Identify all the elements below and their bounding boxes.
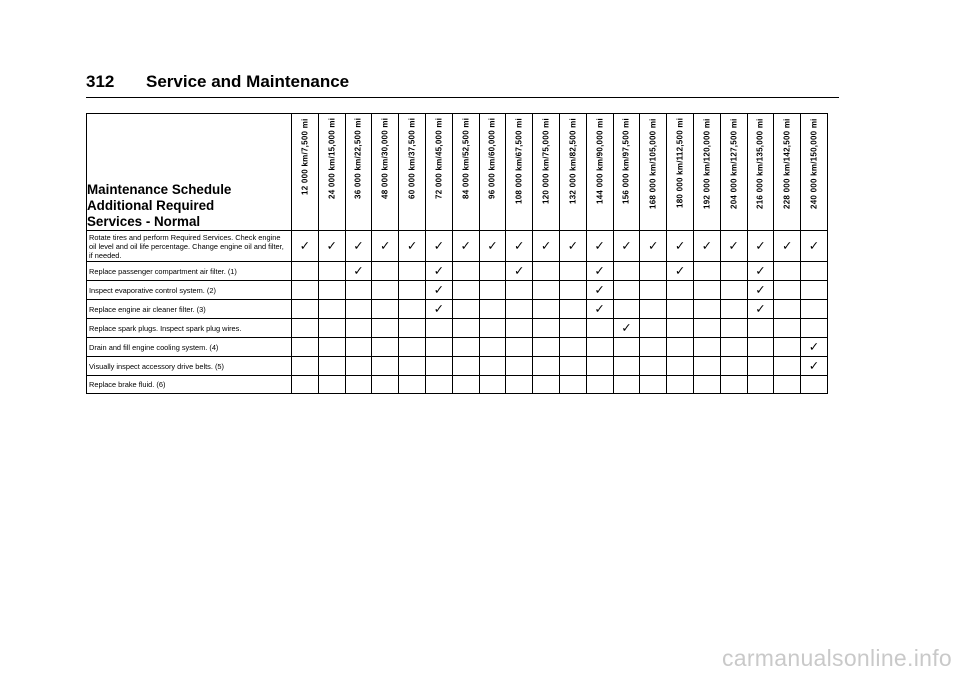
interval-cell xyxy=(720,231,747,262)
checkmark-icon: ✓ xyxy=(567,238,579,253)
interval-column-header xyxy=(774,114,801,231)
schedule-row xyxy=(87,376,828,394)
interval-cell xyxy=(801,338,828,357)
interval-cell xyxy=(506,338,533,357)
schedule-row xyxy=(87,338,828,357)
interval-label: 120 000 km/75,000 mi xyxy=(541,118,551,204)
page-number: 312 xyxy=(86,72,115,91)
interval-label: 12 000 km/7,500 mi xyxy=(300,118,310,195)
interval-cell xyxy=(399,357,426,376)
schedule-row xyxy=(87,231,828,262)
interval-cell xyxy=(640,319,667,338)
interval-cell xyxy=(292,262,319,281)
checkmark-icon: ✓ xyxy=(353,263,364,278)
interval-cell xyxy=(533,357,560,376)
checkmark-icon: ✓ xyxy=(326,238,337,253)
interval-cell xyxy=(318,357,345,376)
interval-cell xyxy=(586,300,613,319)
interval-cell xyxy=(372,262,399,281)
interval-cell xyxy=(559,319,586,338)
interval-cell xyxy=(318,262,345,281)
service-task-label: Replace spark plugs. Inspect spark plug wires. xyxy=(87,319,292,338)
schedule-title-line-3: Services - Normal xyxy=(87,214,201,229)
interval-cell xyxy=(640,281,667,300)
interval-label: 24 000 km/15,000 mi xyxy=(327,118,337,200)
interval-cell xyxy=(667,262,694,281)
service-task-label: Drain and fill engine cooling system. (4) xyxy=(87,338,292,357)
interval-label: 60 000 km/37,500 mi xyxy=(407,118,417,200)
interval-cell xyxy=(425,281,452,300)
interval-cell xyxy=(774,262,801,281)
interval-cell xyxy=(318,231,345,262)
schedule-row xyxy=(87,262,828,281)
interval-cell xyxy=(318,338,345,357)
checkmark-icon: ✓ xyxy=(808,238,820,253)
interval-column-header xyxy=(640,114,667,231)
interval-cell xyxy=(372,281,399,300)
interval-column-header xyxy=(506,114,533,231)
interval-cell xyxy=(801,231,828,262)
schedule-row xyxy=(87,281,828,300)
interval-column-header xyxy=(479,114,506,231)
interval-cell xyxy=(667,319,694,338)
interval-cell xyxy=(801,262,828,281)
checkmark-icon: ✓ xyxy=(353,238,364,253)
interval-cell xyxy=(292,319,319,338)
interval-cell xyxy=(667,281,694,300)
interval-cell xyxy=(533,300,560,319)
interval-cell xyxy=(586,262,613,281)
interval-cell xyxy=(345,376,372,394)
interval-cell xyxy=(559,357,586,376)
interval-cell xyxy=(506,376,533,394)
interval-label: 36 000 km/22,500 mi xyxy=(353,118,363,200)
interval-cell xyxy=(559,300,586,319)
interval-cell xyxy=(292,357,319,376)
interval-cell xyxy=(720,281,747,300)
interval-cell xyxy=(693,231,720,262)
interval-cell xyxy=(425,300,452,319)
interval-label: 48 000 km/30,000 mi xyxy=(380,118,390,200)
schedule-row xyxy=(87,300,828,319)
interval-cell xyxy=(479,262,506,281)
interval-cell xyxy=(292,231,319,262)
interval-cell xyxy=(479,231,506,262)
interval-column-header xyxy=(693,114,720,231)
interval-cell xyxy=(720,300,747,319)
interval-cell xyxy=(613,376,640,394)
checkmark-icon: ✓ xyxy=(621,320,632,335)
interval-cell xyxy=(506,281,533,300)
interval-cell xyxy=(425,262,452,281)
interval-cell xyxy=(801,319,828,338)
table-header-row xyxy=(87,114,828,231)
interval-cell xyxy=(506,357,533,376)
interval-cell xyxy=(801,281,828,300)
service-task-label: Replace engine air cleaner filter. (3) xyxy=(87,300,292,319)
interval-cell xyxy=(774,300,801,319)
checkmark-icon: ✓ xyxy=(621,238,632,253)
interval-cell xyxy=(345,338,372,357)
maintenance-schedule-table xyxy=(86,113,828,394)
checkmark-icon: ✓ xyxy=(433,263,445,278)
interval-cell xyxy=(425,319,452,338)
checkmark-icon: ✓ xyxy=(755,263,766,278)
interval-column-header xyxy=(613,114,640,231)
interval-column-header xyxy=(667,114,694,231)
interval-cell xyxy=(747,338,774,357)
interval-cell xyxy=(345,357,372,376)
interval-column-header xyxy=(801,114,828,231)
interval-cell xyxy=(667,338,694,357)
interval-cell xyxy=(292,281,319,300)
checkmark-icon: ✓ xyxy=(594,282,605,297)
interval-label: 216 000 km/135,000 mi xyxy=(755,118,765,209)
interval-cell xyxy=(506,231,533,262)
interval-cell xyxy=(613,319,640,338)
checkmark-icon: ✓ xyxy=(755,301,766,316)
interval-cell xyxy=(693,262,720,281)
interval-cell xyxy=(667,231,694,262)
interval-cell xyxy=(747,319,774,338)
interval-cell xyxy=(720,262,747,281)
interval-cell xyxy=(479,376,506,394)
interval-cell xyxy=(425,338,452,357)
interval-cell xyxy=(720,357,747,376)
interval-cell xyxy=(479,300,506,319)
interval-cell xyxy=(747,357,774,376)
interval-cell xyxy=(613,300,640,319)
interval-cell xyxy=(693,357,720,376)
interval-cell xyxy=(533,319,560,338)
interval-column-header xyxy=(345,114,372,231)
interval-cell xyxy=(747,376,774,394)
checkmark-icon: ✓ xyxy=(648,238,659,253)
interval-cell xyxy=(506,319,533,338)
interval-cell xyxy=(774,338,801,357)
interval-cell xyxy=(479,338,506,357)
interval-column-header xyxy=(425,114,452,231)
interval-column-header xyxy=(452,114,479,231)
interval-label: 180 000 km/112,500 mi xyxy=(675,118,685,209)
interval-cell xyxy=(399,262,426,281)
interval-label: 108 000 km/67,500 mi xyxy=(514,118,524,204)
checkmark-icon: ✓ xyxy=(299,238,311,253)
interval-column-header xyxy=(586,114,613,231)
interval-cell xyxy=(292,338,319,357)
service-task-label: Visually inspect accessory drive belts. (5) xyxy=(87,357,292,376)
interval-cell xyxy=(533,262,560,281)
interval-cell xyxy=(452,231,479,262)
interval-cell xyxy=(399,231,426,262)
header-rule xyxy=(86,97,839,98)
interval-cell xyxy=(372,300,399,319)
interval-column-header xyxy=(372,114,399,231)
interval-cell xyxy=(425,231,452,262)
watermark: carmanualsonline.info xyxy=(721,645,952,671)
checkmark-icon: ✓ xyxy=(380,238,391,253)
interval-cell xyxy=(345,300,372,319)
interval-cell xyxy=(399,319,426,338)
checkmark-icon: ✓ xyxy=(728,238,739,253)
interval-cell xyxy=(345,231,372,262)
schedule-row xyxy=(87,357,828,376)
interval-cell xyxy=(693,300,720,319)
interval-label: 240 000 km/150,000 mi xyxy=(809,118,819,209)
interval-cell xyxy=(425,357,452,376)
checkmark-icon: ✓ xyxy=(755,238,766,253)
interval-cell xyxy=(425,376,452,394)
interval-cell xyxy=(559,231,586,262)
interval-label: 132 000 km/82,500 mi xyxy=(568,118,578,204)
checkmark-icon: ✓ xyxy=(433,301,445,316)
interval-cell xyxy=(774,376,801,394)
interval-cell xyxy=(613,262,640,281)
schedule-title-line-2: Additional Required xyxy=(87,198,215,213)
interval-cell xyxy=(667,300,694,319)
interval-cell xyxy=(318,281,345,300)
interval-column-header xyxy=(533,114,560,231)
interval-cell xyxy=(667,357,694,376)
checkmark-icon: ✓ xyxy=(594,238,605,253)
interval-cell xyxy=(292,300,319,319)
interval-cell xyxy=(345,262,372,281)
interval-cell xyxy=(774,231,801,262)
interval-column-header xyxy=(559,114,586,231)
interval-cell xyxy=(640,300,667,319)
interval-cell xyxy=(372,319,399,338)
interval-cell xyxy=(533,338,560,357)
interval-cell xyxy=(720,376,747,394)
interval-cell xyxy=(586,338,613,357)
interval-cell xyxy=(345,281,372,300)
interval-cell xyxy=(613,231,640,262)
interval-cell xyxy=(774,319,801,338)
interval-cell xyxy=(640,338,667,357)
interval-cell xyxy=(318,376,345,394)
interval-cell xyxy=(801,376,828,394)
page-title: Service and Maintenance xyxy=(146,72,350,91)
interval-cell xyxy=(559,376,586,394)
interval-cell xyxy=(613,357,640,376)
interval-cell xyxy=(345,319,372,338)
interval-cell xyxy=(693,281,720,300)
interval-cell xyxy=(613,338,640,357)
interval-cell xyxy=(372,357,399,376)
checkmark-icon: ✓ xyxy=(406,238,418,253)
checkmark-icon: ✓ xyxy=(808,358,820,373)
interval-cell xyxy=(747,262,774,281)
interval-cell xyxy=(506,300,533,319)
interval-cell xyxy=(533,376,560,394)
interval-cell xyxy=(747,231,774,262)
checkmark-icon: ✓ xyxy=(701,238,713,253)
interval-cell xyxy=(399,338,426,357)
service-task-label: Rotate tires and perform Required Services. Check engine oil level and oil life percentage. Change engine oil and filter, if needed. xyxy=(87,231,292,262)
interval-cell xyxy=(586,376,613,394)
checkmark-icon: ✓ xyxy=(487,238,498,253)
interval-label: 204 000 km/127,500 mi xyxy=(729,118,739,209)
interval-cell xyxy=(586,357,613,376)
service-task-label: Replace passenger compartment air filter. (1) xyxy=(87,262,292,281)
interval-cell xyxy=(479,319,506,338)
interval-cell xyxy=(801,300,828,319)
checkmark-icon: ✓ xyxy=(674,238,686,253)
page-header xyxy=(86,72,349,94)
interval-cell xyxy=(667,376,694,394)
interval-label: 156 000 km/97,500 mi xyxy=(621,118,631,204)
checkmark-icon: ✓ xyxy=(808,339,820,354)
interval-column-header xyxy=(747,114,774,231)
interval-cell xyxy=(586,319,613,338)
interval-cell xyxy=(318,300,345,319)
checkmark-icon: ✓ xyxy=(460,238,471,253)
interval-cell xyxy=(452,300,479,319)
interval-cell xyxy=(533,281,560,300)
interval-cell xyxy=(533,231,560,262)
interval-cell xyxy=(399,376,426,394)
interval-cell xyxy=(452,319,479,338)
interval-cell xyxy=(292,376,319,394)
interval-cell xyxy=(452,338,479,357)
interval-cell xyxy=(693,376,720,394)
interval-cell xyxy=(452,376,479,394)
interval-label: 72 000 km/45,000 mi xyxy=(434,118,444,200)
interval-label: 96 000 km/60,000 mi xyxy=(487,118,497,200)
checkmark-icon: ✓ xyxy=(433,238,445,253)
checkmark-icon: ✓ xyxy=(594,263,605,278)
checkmark-icon: ✓ xyxy=(782,238,793,253)
service-task-label: Replace brake fluid. (6) xyxy=(87,376,292,394)
interval-cell xyxy=(693,338,720,357)
checkmark-icon: ✓ xyxy=(514,263,525,278)
interval-cell xyxy=(372,231,399,262)
interval-column-header xyxy=(292,114,319,231)
interval-cell xyxy=(640,357,667,376)
interval-cell xyxy=(399,300,426,319)
interval-label: 144 000 km/90,000 mi xyxy=(595,118,605,204)
checkmark-icon: ✓ xyxy=(540,238,552,253)
schedule-body xyxy=(87,231,828,394)
interval-cell xyxy=(372,338,399,357)
interval-cell xyxy=(613,281,640,300)
interval-label: 192 000 km/120,000 mi xyxy=(702,118,712,209)
interval-cell xyxy=(586,231,613,262)
interval-column-header xyxy=(399,114,426,231)
interval-cell xyxy=(747,300,774,319)
checkmark-icon: ✓ xyxy=(514,238,525,253)
interval-cell xyxy=(479,357,506,376)
interval-cell xyxy=(640,231,667,262)
schedule-title xyxy=(87,182,291,230)
checkmark-icon: ✓ xyxy=(674,263,686,278)
interval-cell xyxy=(452,262,479,281)
interval-column-header xyxy=(318,114,345,231)
schedule-title-line-1: Maintenance Schedule xyxy=(87,182,232,197)
service-task-label: Inspect evaporative control system. (2) xyxy=(87,281,292,300)
interval-cell xyxy=(506,262,533,281)
checkmark-icon: ✓ xyxy=(433,282,445,297)
checkmark-icon: ✓ xyxy=(594,301,605,316)
interval-column-header xyxy=(720,114,747,231)
schedule-title-cell xyxy=(87,114,292,231)
interval-cell xyxy=(452,281,479,300)
interval-cell xyxy=(318,319,345,338)
interval-cell xyxy=(479,281,506,300)
interval-cell xyxy=(693,319,720,338)
interval-label: 168 000 km/105,000 mi xyxy=(648,118,658,209)
interval-label: 84 000 km/52,500 mi xyxy=(461,118,471,200)
interval-cell xyxy=(586,281,613,300)
interval-cell xyxy=(640,376,667,394)
interval-cell xyxy=(720,319,747,338)
interval-label: 228 000 km/142,500 mi xyxy=(782,118,792,209)
interval-cell xyxy=(801,357,828,376)
checkmark-icon: ✓ xyxy=(755,282,766,297)
interval-cell xyxy=(747,281,774,300)
interval-cell xyxy=(452,357,479,376)
interval-cell xyxy=(559,281,586,300)
interval-cell xyxy=(399,281,426,300)
interval-cell xyxy=(720,338,747,357)
interval-cell xyxy=(774,357,801,376)
schedule-row xyxy=(87,319,828,338)
interval-cell xyxy=(774,281,801,300)
interval-cell xyxy=(559,338,586,357)
interval-cell xyxy=(372,376,399,394)
interval-cell xyxy=(559,262,586,281)
interval-cell xyxy=(640,262,667,281)
